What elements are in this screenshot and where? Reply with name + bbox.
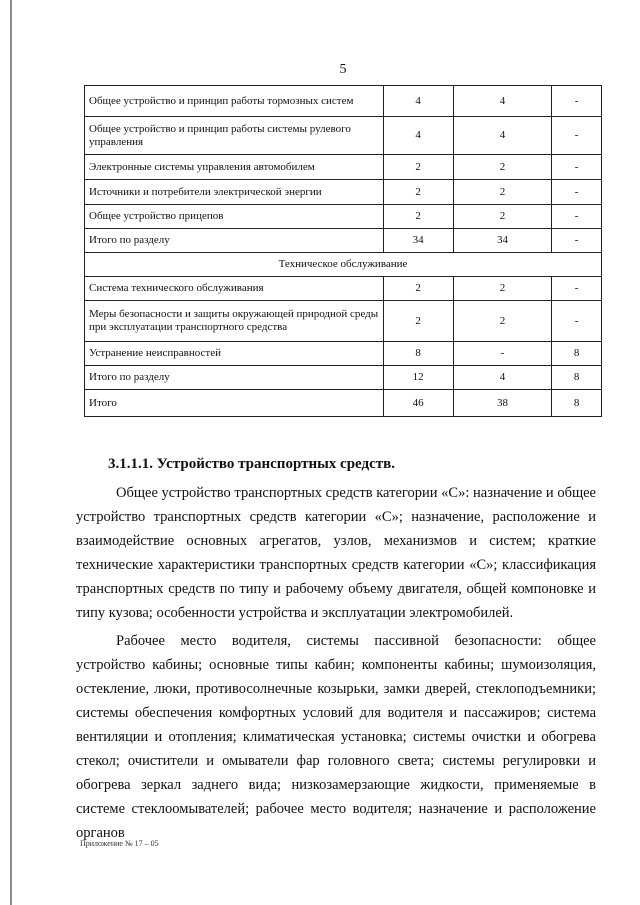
topic-name-cell: Устранение неисправностей [85,342,384,366]
total-hours-cell: 12 [383,366,453,390]
table-row [85,390,602,417]
total-hours-cell: 46 [383,390,453,417]
practice-hours-cell: - [552,117,602,155]
total-hours-cell: 8 [383,342,453,366]
paragraph-vehicle-structure: Общее устройство транспортных средств категории «С»: назначение и общее устройство транспортных средств категории «С»; назначение, расположение и взаимодействие основных агрегатов, узлов, механизмов и систем; краткие технические характеристики транспортных средств категории «С»; классификация транспортных средств по типу и рабочему объему двигателя, общей компоновке и типу кузова; особенности устройства и эксплуатации электромобилей. [76,485,596,621]
practice-hours-cell: 8 [552,390,602,417]
table-row [85,366,602,390]
table-row [85,86,602,117]
total-hours-cell: 2 [383,277,453,301]
theory-hours-cell: 2 [453,277,552,301]
topic-name-cell: Итого по разделу [85,366,384,390]
practice-hours-cell: - [552,277,602,301]
theory-hours-cell: 2 [453,180,552,205]
table-row [85,277,602,301]
topic-name-cell: Итого [85,390,384,417]
table-row [85,155,602,180]
total-hours-cell: 2 [383,205,453,229]
theory-hours-cell: 38 [453,390,552,417]
topic-name-cell: Электронные системы управления автомобилем [85,155,384,180]
paragraph-driver-workplace: Рабочее место водителя, системы пассивной безопасности: общее устройство кабины; основные типы кабин; компоненты кабины; шумоизоляция, остекление, люки, противосолнечные козырьки, замки дверей, стеклоподъемники; системы обеспечения комфортных условий для водителя и пассажиров; система вентиляции и отопления; климатическая установка; системы очистки и обогрева стекол; очистители и омыватели фар головного света; системы регулировки и обогрева зеркал заднего вида; низкозамерзающие жидкости, применяемые в системе стеклоомывателей; рабочее место водителя; назначение и расположение органов [76,633,596,841]
theory-hours-cell: 2 [453,301,552,342]
total-hours-cell: 2 [383,301,453,342]
theory-hours-cell: 2 [453,155,552,180]
curriculum-table [84,85,602,417]
total-hours-cell: 4 [383,86,453,117]
table-row [85,117,602,155]
table-row [85,229,602,253]
topic-name-cell: Меры безопасности и защиты окружающей природной среды при эксплуатации транспортного средства [85,301,384,342]
table-row [85,180,602,205]
page-number: 5 [339,62,347,77]
table-row [85,205,602,229]
theory-hours-cell: - [453,342,552,366]
topic-name-cell: Общее устройство и принцип работы тормозных систем [85,86,384,117]
topic-name-cell: Итого по разделу [85,229,384,253]
practice-hours-cell: - [552,180,602,205]
practice-hours-cell: 8 [552,342,602,366]
total-hours-cell: 2 [383,180,453,205]
topic-name-cell: Общее устройство и принцип работы системы рулевого управления [85,117,384,155]
practice-hours-cell: - [552,229,602,253]
table-section-row [85,253,602,277]
theory-hours-cell: 4 [453,117,552,155]
theory-hours-cell: 2 [453,205,552,229]
table-row [85,301,602,342]
practice-hours-cell: - [552,301,602,342]
practice-hours-cell: - [552,205,602,229]
practice-hours-cell: - [552,86,602,117]
table-row [85,342,602,366]
practice-hours-cell: 8 [552,366,602,390]
footer-appendix-label: Приложение № 17 – 05 [80,839,159,848]
theory-hours-cell: 4 [453,86,552,117]
table-body [85,86,602,417]
section-title-cell: Техническое обслуживание [85,253,602,277]
topic-name-cell: Общее устройство прицепов [85,205,384,229]
practice-hours-cell: - [552,155,602,180]
topic-name-cell: Источники и потребители электрической энергии [85,180,384,205]
total-hours-cell: 4 [383,117,453,155]
total-hours-cell: 2 [383,155,453,180]
section-heading: 3.1.1.1. Устройство транспортных средств. [108,456,395,472]
theory-hours-cell: 4 [453,366,552,390]
scan-edge-line [10,0,12,905]
total-hours-cell: 34 [383,229,453,253]
theory-hours-cell: 34 [453,229,552,253]
topic-name-cell: Система технического обслуживания [85,277,384,301]
